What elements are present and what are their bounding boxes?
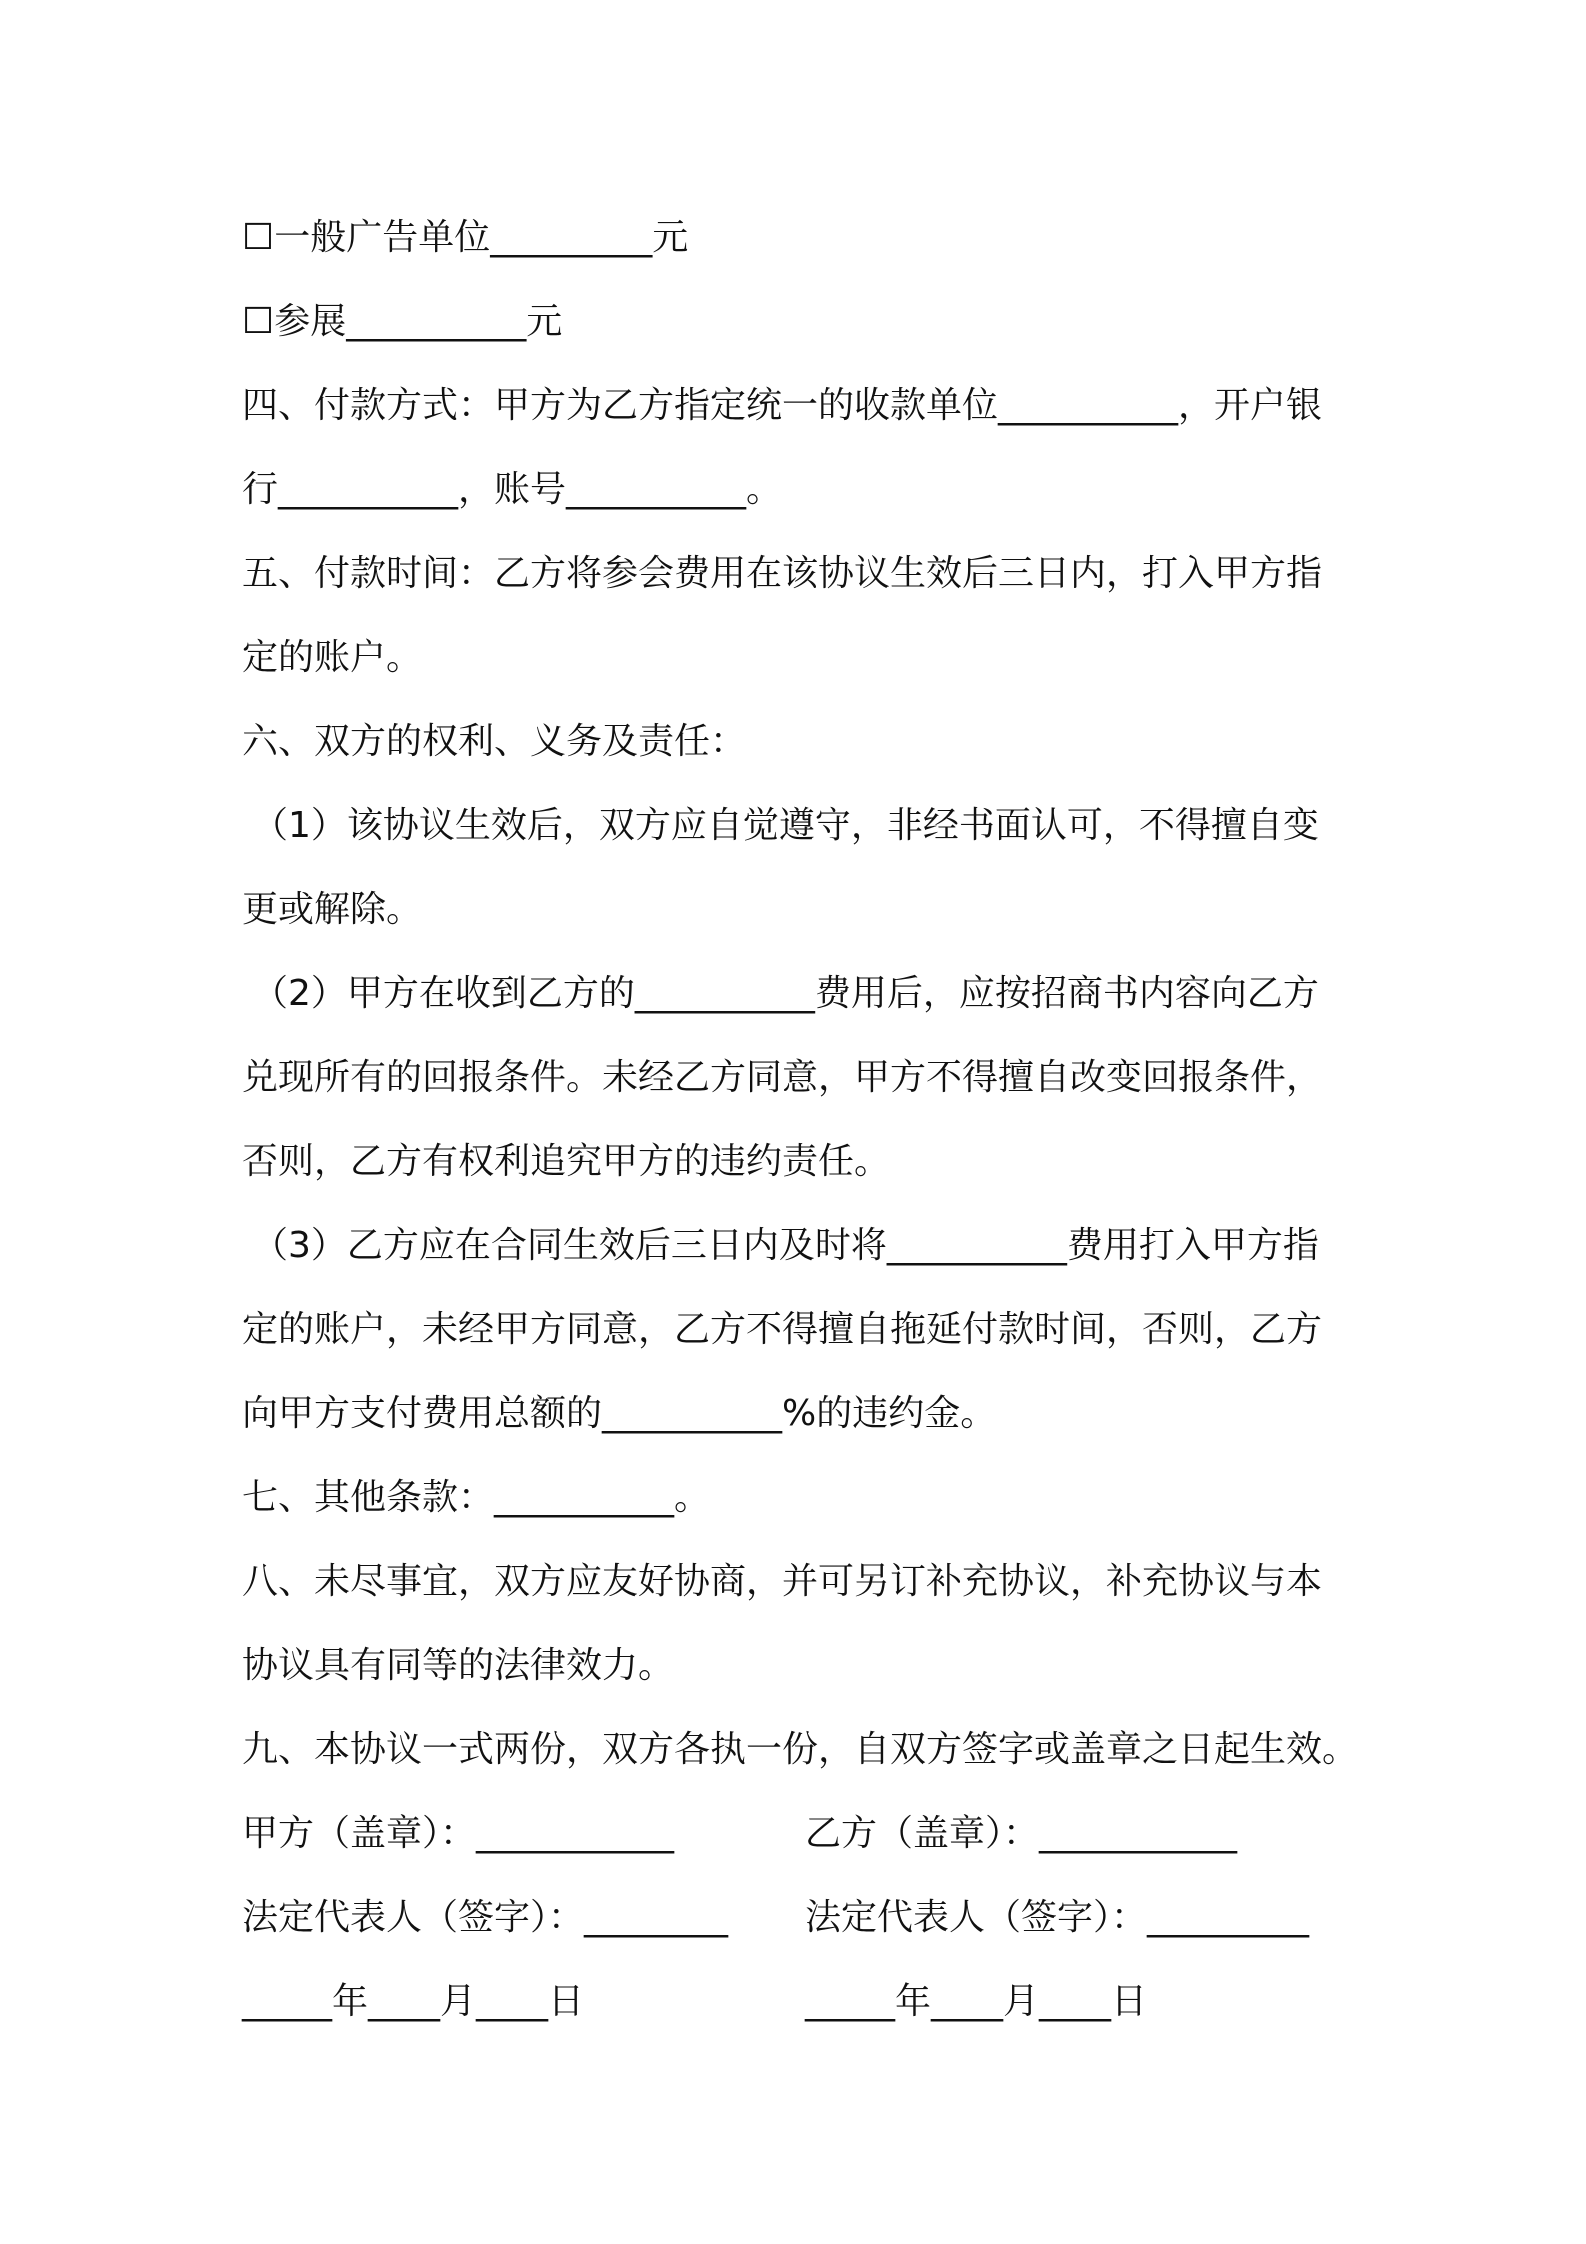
party-b-date: _____年____月____日 <box>805 1981 1147 2022</box>
party-b-representative: 法定代表人（签字）：_________ <box>805 1897 1310 1938</box>
clause-5-line-1: 五、付款时间：乙方将参会费用在该协议生效后三日内，打入甲方指 <box>242 553 1323 594</box>
clause-5-line-2: 定的账户。 <box>242 637 423 678</box>
party-a-seal: 甲方（盖章）：___________ <box>242 1813 675 1854</box>
clause-6-2-line-3: 否则，乙方有权利追究甲方的违约责任。 <box>242 1141 891 1182</box>
document-body <box>242 196 1362 2044</box>
clause-7: 七、其他条款：__________。 <box>242 1477 711 1518</box>
clause-6-heading: 六、双方的权利、义务及责任： <box>242 721 747 762</box>
party-b-seal: 乙方（盖章）：___________ <box>805 1813 1238 1854</box>
clause-4-line-1: 四、付款方式：甲方为乙方指定统一的收款单位__________，开户银 <box>242 385 1323 426</box>
option-general-ad: ☐一般广告单位_________元 <box>242 217 689 258</box>
party-a-date: _____年____月____日 <box>242 1981 584 2022</box>
clause-6-1-line-2: 更或解除。 <box>242 889 423 930</box>
clause-6-3-line-2: 定的账户，未经甲方同意，乙方不得擅自拖延付款时间，否则，乙方 <box>242 1309 1323 1350</box>
party-a-representative: 法定代表人（签字）：________ <box>242 1897 729 1938</box>
signature-date-row <box>242 1960 1362 2044</box>
clause-6-3-line-3: 向甲方支付费用总额的__________%的违约金。 <box>242 1393 997 1434</box>
clause-8-line-2: 协议具有同等的法律效力。 <box>242 1645 675 1686</box>
clause-6-3-line-1: （3）乙方应在合同生效后三日内及时将__________费用打入甲方指 <box>252 1225 1319 1266</box>
clause-6-2-line-2: 兑现所有的回报条件。未经乙方同意，甲方不得擅自改变回报条件， <box>242 1057 1323 1098</box>
clause-8-line-1: 八、未尽事宜，双方应友好协商，并可另订补充协议，补充协议与本 <box>242 1561 1323 1602</box>
clause-6-1-line-1: （1）该协议生效后，双方应自觉遵守，非经书面认可，不得擅自变 <box>252 805 1319 846</box>
signature-seal-row <box>242 1792 1362 1876</box>
option-exhibit: ☐参展__________元 <box>242 301 563 342</box>
clause-9: 九、本协议一式两份，双方各执一份，自双方签字或盖章之日起生效。 <box>242 1729 1359 1770</box>
signature-rep-row <box>242 1876 1362 1960</box>
clause-4-line-2: 行__________，账号__________。 <box>242 469 783 510</box>
clause-6-2-line-1: （2）甲方在收到乙方的__________费用后，应按招商书内容向乙方 <box>252 973 1319 1014</box>
